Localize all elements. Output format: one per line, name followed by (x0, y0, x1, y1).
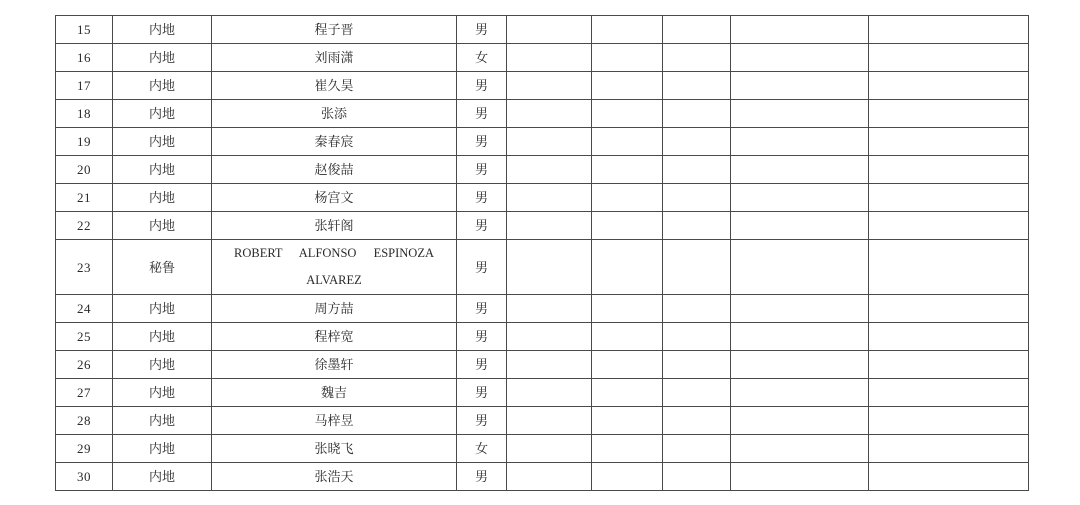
region-cell: 内地 (113, 435, 212, 463)
name-cell: 秦春宸 (212, 128, 457, 156)
name-cell: 徐墨轩 (212, 351, 457, 379)
empty-cell (869, 156, 1029, 184)
name-cell (212, 240, 457, 295)
gender-cell: 男 (457, 128, 507, 156)
empty-cell (731, 212, 869, 240)
empty-cell (731, 100, 869, 128)
empty-cell (731, 379, 869, 407)
empty-cell (507, 379, 592, 407)
empty-cell (663, 212, 731, 240)
region-cell: 内地 (113, 463, 212, 491)
name-cell: 张浩天 (212, 463, 457, 491)
name-cell: 杨宫文 (212, 184, 457, 212)
gender-cell: 男 (457, 379, 507, 407)
row-number: 27 (56, 379, 113, 407)
empty-cell (592, 184, 663, 212)
empty-cell (592, 351, 663, 379)
empty-cell (663, 323, 731, 351)
empty-cell (507, 295, 592, 323)
gender-cell: 男 (457, 156, 507, 184)
empty-cell (869, 351, 1029, 379)
empty-cell (869, 184, 1029, 212)
empty-cell (731, 240, 869, 295)
empty-cell (592, 16, 663, 44)
region-cell: 内地 (113, 44, 212, 72)
empty-cell (592, 407, 663, 435)
row-number: 20 (56, 156, 113, 184)
empty-cell (592, 156, 663, 184)
name-line-2: ALVAREZ (306, 273, 362, 287)
table-row (56, 435, 1029, 463)
table-row (56, 72, 1029, 100)
empty-cell (869, 100, 1029, 128)
table-row (56, 156, 1029, 184)
table-row (56, 379, 1029, 407)
name-cell: 张晓飞 (212, 435, 457, 463)
table-row (56, 407, 1029, 435)
empty-cell (731, 463, 869, 491)
empty-cell (592, 44, 663, 72)
row-number: 24 (56, 295, 113, 323)
row-number: 30 (56, 463, 113, 491)
name-cell: 张添 (212, 100, 457, 128)
empty-cell (507, 184, 592, 212)
gender-cell: 男 (457, 16, 507, 44)
name-cell: 程梓宽 (212, 323, 457, 351)
name-cell: 周方喆 (212, 295, 457, 323)
empty-cell (869, 72, 1029, 100)
name-cell: 魏吉 (212, 379, 457, 407)
empty-cell (592, 323, 663, 351)
empty-cell (663, 128, 731, 156)
empty-cell (731, 44, 869, 72)
row-number: 25 (56, 323, 113, 351)
empty-cell (869, 44, 1029, 72)
empty-cell (731, 128, 869, 156)
empty-cell (592, 435, 663, 463)
row-number: 16 (56, 44, 113, 72)
gender-cell: 男 (457, 351, 507, 379)
empty-cell (869, 240, 1029, 295)
empty-cell (731, 295, 869, 323)
empty-cell (663, 463, 731, 491)
empty-cell (507, 463, 592, 491)
empty-cell (507, 128, 592, 156)
row-number: 28 (56, 407, 113, 435)
empty-cell (592, 379, 663, 407)
empty-cell (731, 407, 869, 435)
region-cell: 内地 (113, 156, 212, 184)
empty-cell (731, 16, 869, 44)
row-number: 21 (56, 184, 113, 212)
gender-cell: 女 (457, 435, 507, 463)
row-number: 23 (56, 240, 113, 295)
gender-cell: 男 (457, 295, 507, 323)
empty-cell (507, 240, 592, 295)
name-cell: 赵俊喆 (212, 156, 457, 184)
table-row (56, 463, 1029, 491)
empty-cell (663, 100, 731, 128)
row-number: 22 (56, 212, 113, 240)
empty-cell (663, 184, 731, 212)
empty-cell (731, 72, 869, 100)
empty-cell (663, 72, 731, 100)
empty-cell (663, 240, 731, 295)
empty-cell (507, 435, 592, 463)
name-cell: 刘雨潇 (212, 44, 457, 72)
empty-cell (731, 435, 869, 463)
table-row (56, 128, 1029, 156)
empty-cell (869, 128, 1029, 156)
empty-cell (507, 100, 592, 128)
empty-cell (507, 212, 592, 240)
gender-cell: 男 (457, 323, 507, 351)
name-line-1: ROBERT ALFONSO ESPINOZA (234, 246, 434, 260)
empty-cell (507, 16, 592, 44)
empty-cell (592, 240, 663, 295)
gender-cell: 女 (457, 44, 507, 72)
empty-cell (663, 16, 731, 44)
empty-cell (731, 351, 869, 379)
empty-cell (731, 323, 869, 351)
empty-cell (507, 407, 592, 435)
region-cell: 内地 (113, 323, 212, 351)
region-cell: 内地 (113, 72, 212, 100)
empty-cell (592, 463, 663, 491)
empty-cell (592, 128, 663, 156)
table-row (56, 16, 1029, 44)
table-row (56, 100, 1029, 128)
empty-cell (663, 435, 731, 463)
empty-cell (869, 435, 1029, 463)
table-row (56, 240, 1029, 295)
empty-cell (663, 379, 731, 407)
table-row (56, 295, 1029, 323)
table-row (56, 184, 1029, 212)
region-cell: 内地 (113, 212, 212, 240)
empty-cell (507, 44, 592, 72)
row-number: 26 (56, 351, 113, 379)
empty-cell (592, 72, 663, 100)
gender-cell: 男 (457, 240, 507, 295)
name-cell: 马梓昱 (212, 407, 457, 435)
empty-cell (869, 463, 1029, 491)
row-number: 19 (56, 128, 113, 156)
region-cell: 内地 (113, 407, 212, 435)
empty-cell (731, 184, 869, 212)
row-number: 29 (56, 435, 113, 463)
table-row (56, 212, 1029, 240)
roster-table (55, 15, 1029, 491)
name-cell: 崔久昊 (212, 72, 457, 100)
name-cell: 张轩阁 (212, 212, 457, 240)
region-cell: 内地 (113, 351, 212, 379)
empty-cell (869, 323, 1029, 351)
empty-cell (663, 351, 731, 379)
empty-cell (592, 100, 663, 128)
region-cell: 内地 (113, 128, 212, 156)
table-row (56, 323, 1029, 351)
gender-cell: 男 (457, 212, 507, 240)
empty-cell (507, 156, 592, 184)
name-cell: 程子晋 (212, 16, 457, 44)
empty-cell (731, 156, 869, 184)
gender-cell: 男 (457, 407, 507, 435)
gender-cell: 男 (457, 184, 507, 212)
table-row (56, 351, 1029, 379)
empty-cell (663, 44, 731, 72)
empty-cell (663, 295, 731, 323)
region-cell: 内地 (113, 379, 212, 407)
region-cell: 内地 (113, 295, 212, 323)
region-cell: 内地 (113, 16, 212, 44)
gender-cell: 男 (457, 100, 507, 128)
roster-sheet (55, 15, 1028, 491)
empty-cell (507, 72, 592, 100)
region-cell: 内地 (113, 100, 212, 128)
gender-cell: 男 (457, 72, 507, 100)
empty-cell (507, 323, 592, 351)
gender-cell: 男 (457, 463, 507, 491)
empty-cell (663, 156, 731, 184)
empty-cell (869, 212, 1029, 240)
empty-cell (663, 407, 731, 435)
table-row (56, 44, 1029, 72)
row-number: 15 (56, 16, 113, 44)
row-number: 18 (56, 100, 113, 128)
empty-cell (592, 295, 663, 323)
region-cell: 内地 (113, 184, 212, 212)
empty-cell (507, 351, 592, 379)
empty-cell (869, 16, 1029, 44)
empty-cell (869, 379, 1029, 407)
empty-cell (869, 295, 1029, 323)
empty-cell (592, 212, 663, 240)
region-cell: 秘鲁 (113, 240, 212, 295)
row-number: 17 (56, 72, 113, 100)
empty-cell (869, 407, 1029, 435)
